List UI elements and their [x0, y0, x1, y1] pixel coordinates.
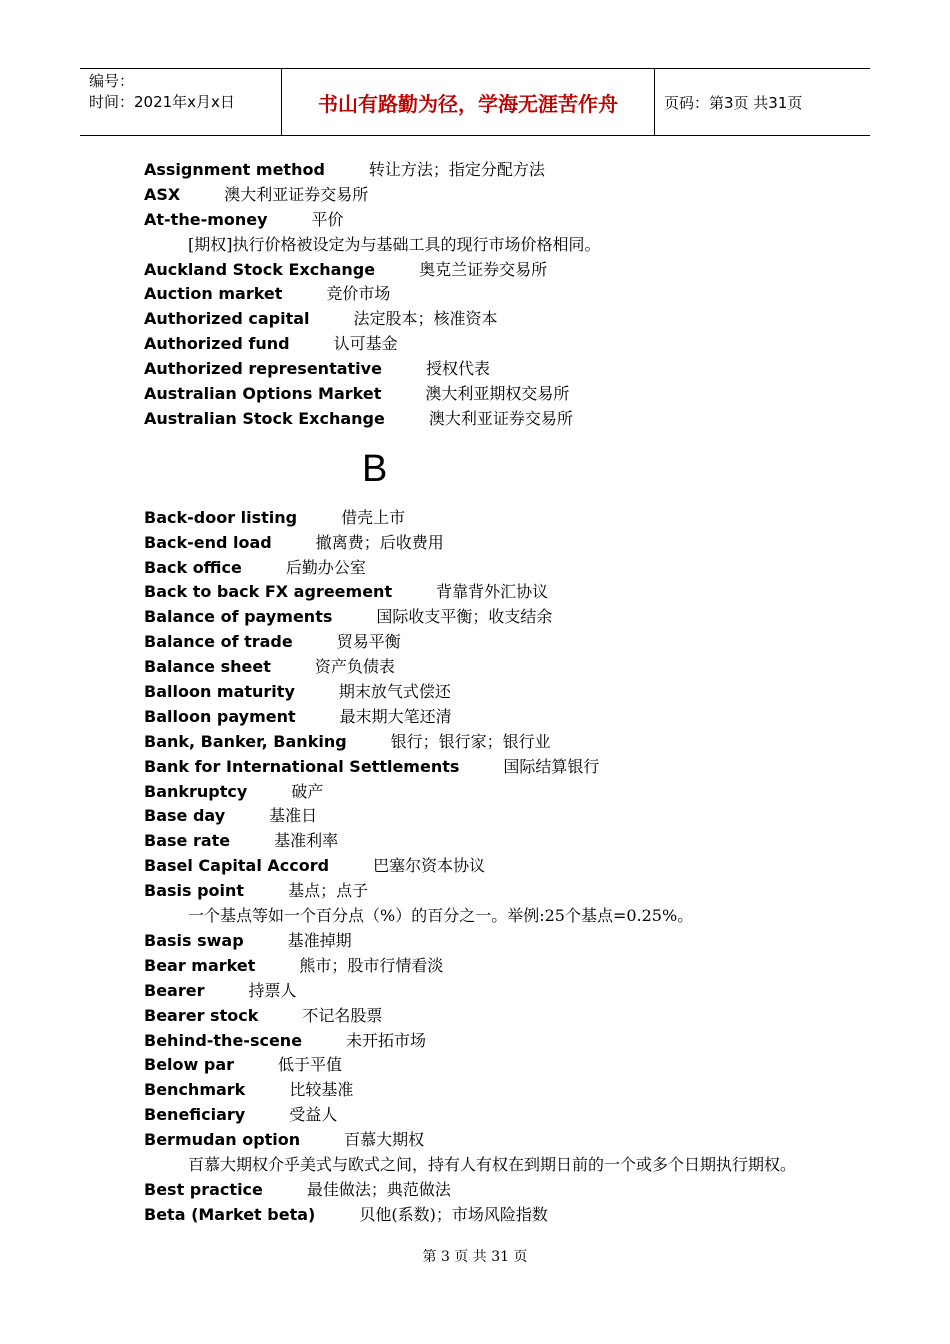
glossary-list-a	[144, 158, 844, 432]
entry-term: Bank for International Settlements	[144, 756, 460, 776]
glossary-entry	[144, 580, 844, 605]
glossary-entry	[144, 1078, 844, 1103]
entry-term: Behind-the-scene	[144, 1030, 303, 1050]
entry-term: Bearer	[144, 980, 205, 1000]
glossary-entry	[144, 1053, 844, 1078]
glossary-entry	[144, 780, 844, 805]
entry-term: Balance of payments	[144, 607, 333, 627]
entry-term: Bank, Banker, Banking	[144, 731, 347, 751]
entry-translation: 法定股本；核准资本	[353, 309, 498, 329]
entry-translation: 平价	[311, 209, 344, 229]
entry-term: Below par	[144, 1055, 235, 1075]
entry-term: Back office	[144, 557, 242, 577]
glossary-entry	[144, 1203, 844, 1228]
glossary-entry	[144, 506, 844, 531]
glossary-entry	[144, 755, 844, 780]
entry-term: Bear market	[144, 955, 256, 975]
entry-translation: 巴塞尔资本协议	[373, 856, 486, 876]
entry-term: Best practice	[144, 1179, 263, 1199]
glossary-entry	[144, 1004, 844, 1029]
entry-term: Bankruptcy	[144, 781, 248, 801]
entry-translation: 后勤办公室	[285, 557, 366, 577]
entry-term: Basel Capital Accord	[144, 856, 330, 876]
header-motto: 书山有路勤为径，学海无涯苦作舟	[282, 69, 655, 135]
entry-term: Australian Stock Exchange	[144, 408, 385, 428]
entry-note: 一个基点等如一个百分点（%）的百分之一。举例:25个基点=0.25%。	[188, 906, 694, 926]
entry-translation: 期末放气式偿还	[338, 682, 451, 702]
entry-translation: 背靠背外汇协议	[436, 582, 549, 602]
glossary-entry	[144, 357, 844, 382]
page-footer: 第 3 页 共 31 页	[422, 1249, 528, 1265]
entry-translation: 低于平值	[278, 1055, 343, 1075]
entry-term: Bearer stock	[144, 1005, 259, 1025]
entry-term: Authorized fund	[144, 334, 290, 354]
glossary-entry	[144, 854, 844, 879]
entry-translation: 撤离费；后收费用	[315, 532, 444, 552]
glossary-entry	[144, 605, 844, 630]
entry-term: Beta (Market beta)	[144, 1204, 316, 1224]
entry-note: 百慕大期权介乎美式与欧式之间，持有人有权在到期日前的一个或多个日期执行期权。	[188, 1154, 797, 1174]
header-page-info: 页码：第3页 共31页	[664, 93, 803, 112]
entry-term: Beneficiary	[144, 1105, 246, 1125]
glossary-entry	[144, 879, 844, 904]
entry-term: Basis point	[144, 881, 245, 901]
glossary-entry	[144, 829, 844, 854]
entry-term: Back to back FX agreement	[144, 582, 393, 602]
glossary-entry	[144, 332, 844, 357]
entry-term: Auction market	[144, 284, 283, 304]
glossary-entry	[144, 208, 844, 233]
entry-translation: 贸易平衡	[336, 632, 401, 652]
entry-translation: 银行；银行家；银行业	[390, 731, 551, 751]
glossary-entry	[144, 929, 844, 954]
entry-term: Back-door listing	[144, 507, 298, 527]
entry-translation: 基准掉期	[287, 930, 352, 950]
entry-translation: 受益人	[289, 1105, 338, 1125]
entry-term: Balance of trade	[144, 632, 293, 652]
glossary-entry	[144, 183, 844, 208]
entry-term: Base day	[144, 806, 226, 826]
entry-translation: 奥克兰证券交易所	[419, 259, 548, 279]
glossary-entry	[144, 407, 844, 432]
entry-translation: 基准利率	[274, 831, 339, 851]
glossary-entry	[144, 1029, 844, 1054]
entry-translation: 澳大利亚期权交易所	[425, 384, 570, 404]
glossary-entry	[144, 1178, 844, 1203]
glossary-entry	[144, 1128, 844, 1153]
entry-term: Balloon maturity	[144, 682, 295, 702]
glossary-entry	[144, 556, 844, 581]
entry-term: Australian Options Market	[144, 384, 382, 404]
number-label: 编号：	[89, 72, 135, 90]
entry-term: ASX	[144, 184, 181, 204]
header-meta	[80, 69, 282, 135]
entry-term: Back-end load	[144, 532, 272, 552]
entry-translation: 最佳做法；典范做法	[306, 1179, 451, 1199]
entry-translation: 澳大利亚证券交易所	[428, 408, 573, 428]
glossary-entry	[144, 282, 844, 307]
glossary-list-b	[144, 506, 844, 1228]
entry-translation: 授权代表	[425, 359, 490, 379]
entry-term: Authorized representative	[144, 359, 382, 379]
entry-translation: 澳大利亚证券交易所	[224, 184, 369, 204]
entry-translation: 未开拓市场	[346, 1030, 427, 1050]
entry-translation: 基准日	[269, 806, 318, 826]
entry-term: Balloon payment	[144, 706, 296, 726]
entry-translation: 认可基金	[333, 334, 398, 354]
glossary-entry	[144, 705, 844, 730]
entry-term: Base rate	[144, 831, 231, 851]
glossary-entry	[144, 804, 844, 829]
glossary-entry	[144, 258, 844, 283]
entry-term: Bermudan option	[144, 1130, 301, 1150]
entry-translation: 百慕大期权	[344, 1130, 425, 1150]
entry-term: At-the-money	[144, 209, 268, 229]
entry-translation: 国际结算银行	[503, 756, 600, 776]
time-label: 时间：2021年x月x日	[89, 93, 235, 111]
section-heading-b: B	[362, 447, 388, 490]
glossary-entry	[144, 382, 844, 407]
glossary-entry	[144, 307, 844, 332]
entry-term: Benchmark	[144, 1080, 246, 1100]
entry-translation: 国际收支平衡；收支结余	[376, 607, 553, 627]
entry-translation: 不记名股票	[302, 1005, 383, 1025]
glossary-entry	[144, 979, 844, 1004]
entry-term: Auckland Stock Exchange	[144, 259, 376, 279]
glossary-entry	[144, 158, 844, 183]
glossary-entry	[144, 954, 844, 979]
glossary-entry	[144, 730, 844, 755]
entry-translation: 竞价市场	[326, 284, 391, 304]
entry-term: Authorized capital	[144, 309, 310, 329]
glossary-entry	[144, 680, 844, 705]
entry-translation: 熊市；股市行情看淡	[299, 955, 444, 975]
entry-term: Balance sheet	[144, 657, 271, 677]
entry-term: Assignment method	[144, 160, 325, 179]
entry-translation: 最末期大笔还清	[339, 706, 452, 726]
glossary-entry	[144, 630, 844, 655]
entry-term: Basis swap	[144, 930, 244, 950]
glossary-entry	[144, 1103, 844, 1128]
entry-translation: 比较基准	[289, 1080, 354, 1100]
page-header	[80, 68, 870, 136]
entry-translation: 借壳上市	[341, 507, 406, 527]
entry-translation: 基点；点子	[288, 881, 369, 901]
entry-translation: 资产负债表	[314, 657, 395, 677]
entry-translation: 持票人	[248, 980, 297, 1000]
entry-translation: 贝他(系数)；市场风险指数	[359, 1204, 548, 1224]
glossary-entry	[144, 531, 844, 556]
entry-translation: 破产	[291, 781, 324, 801]
entry-translation: 转让方法；指定分配方法	[368, 160, 545, 179]
entry-note: [期权]执行价格被设定为与基础工具的现行市场价格相同。	[188, 234, 601, 254]
glossary-content	[144, 158, 844, 1228]
glossary-entry	[144, 655, 844, 680]
